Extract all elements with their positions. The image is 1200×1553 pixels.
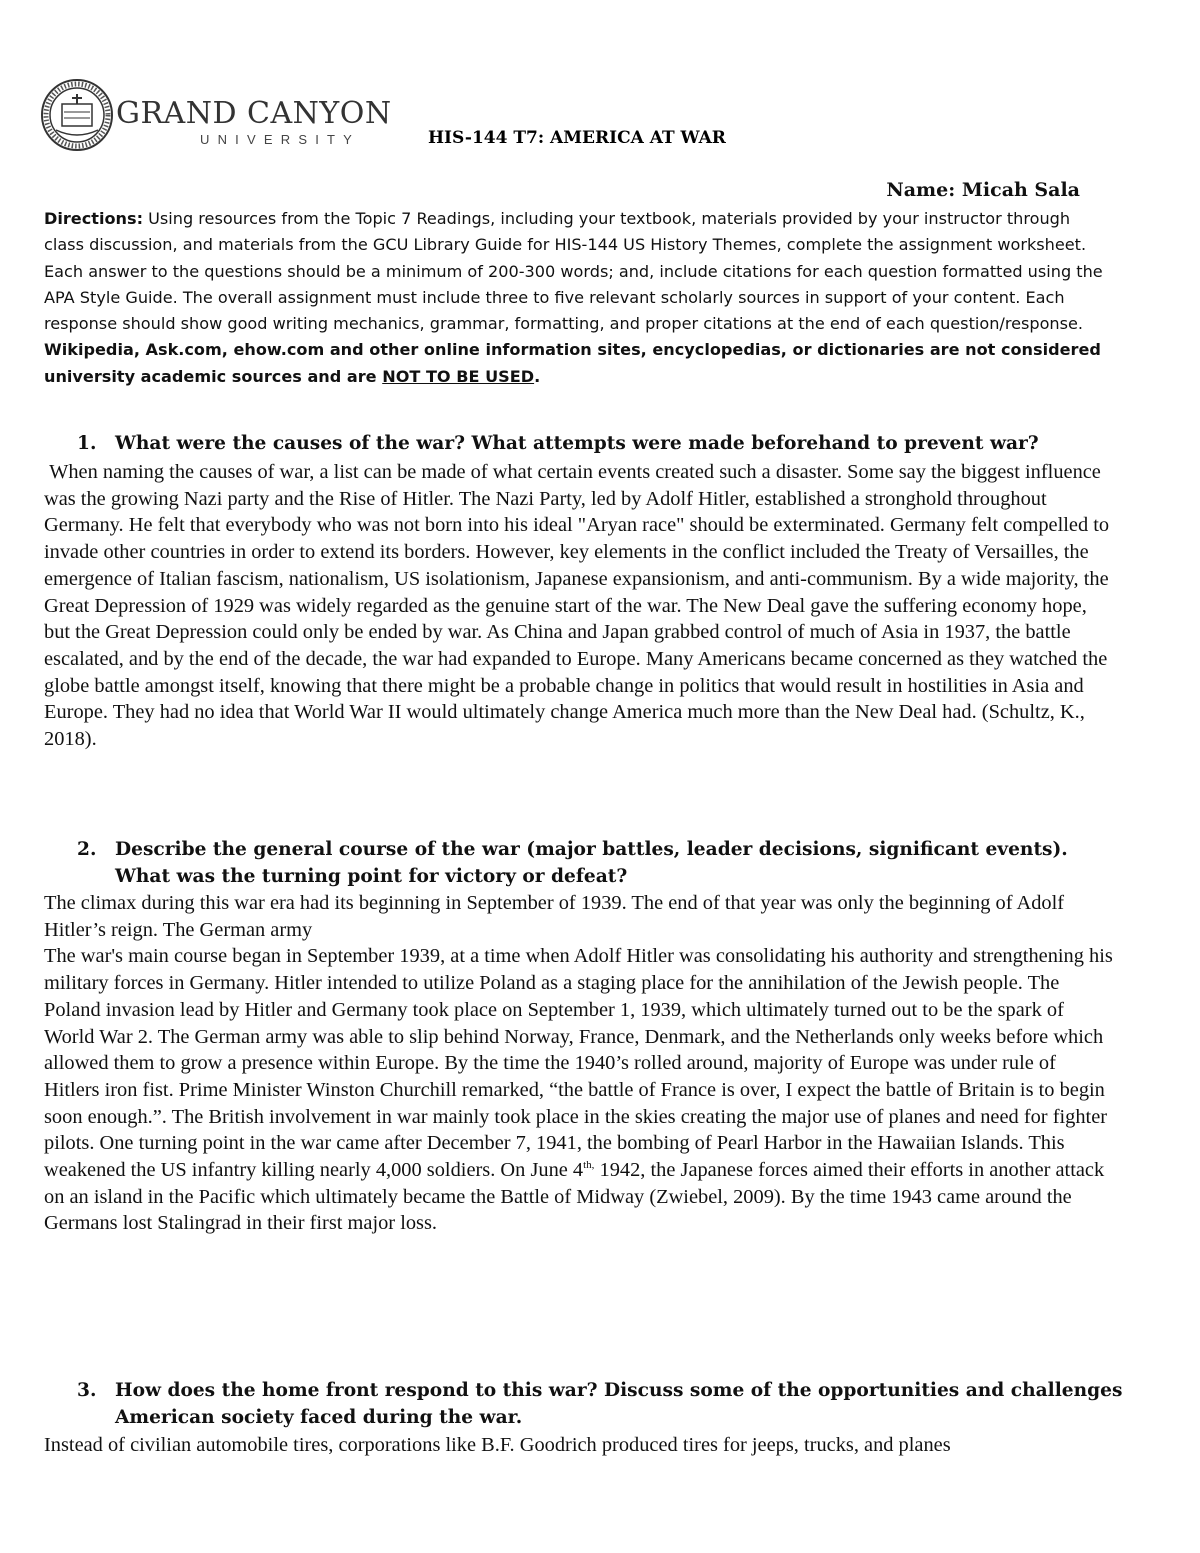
directions-paragraph xyxy=(44,206,1110,390)
answer-1 xyxy=(44,459,1114,753)
directions-end: . xyxy=(534,366,541,386)
answer-text: The war's main course began in September 1939, at a time when Adolf Hitler was consolidating his authority and strengthening his military forces in Germany. Hitler intended to utilize Poland as a staging place for the annihilation of the Jewish people. The Poland invasion lead by Hitler and Germany took place on September 1, 1939, which ultimately turned out to be the spark of World War 2. The German army was able to slip behind Norway, France, Denmark, and the Netherlands only weeks before which allowed them to grow a presence within Europe. By the time the 1940’s rolled around, majority of Europe was under rule of Hitlers iron fist. Prime Minister Winston Churchill remarked, “the battle of France is over, I expect the battle of Britain is to begin soon enough.”. The British involvement in war mainly took place in the skies creating the major use of planes and need for fighter pilots. One turning point in the war came after December 7, 1941, the bombing of Pearl Harbor in the Hawaiian Islands. This weakened the US infantry killing nearly 4,000 soldiers. On June 4 xyxy=(44,945,1113,1182)
question-text: How does the home front respond to this war? Discuss some of the opportunities and challenges American society faced during the war. xyxy=(115,1380,1123,1428)
question-2 xyxy=(44,837,1124,890)
question-number: 3. xyxy=(77,1380,97,1401)
directions-warning: Wikipedia, Ask.com, ehow.com and other online information sites, encyclopedias, or dictionaries are not considered university academic sources and are xyxy=(44,340,1101,386)
answer-paragraph xyxy=(44,943,1114,1237)
answer-text-tail: 1942, the Japanese forces aimed their efforts in another attack on an island in the Pacific which ultimately became the Battle of Midway (Zwiebel, 2009). By the time 1943 came around the Germans lost Stalingrad in their first major loss. xyxy=(44,1159,1105,1235)
gcu-logo xyxy=(40,78,392,158)
question-3 xyxy=(44,1378,1124,1431)
answer-2 xyxy=(44,890,1114,1237)
logo-university-subtitle: UNIVERSITY xyxy=(200,132,361,147)
answer-3 xyxy=(44,1432,1114,1459)
answer-paragraph: The climax during this war era had its beginning in September of 1939. The end of that year was only the beginning of Adolf Hitler’s reign. The German army xyxy=(44,892,1065,941)
university-seal-icon xyxy=(40,78,114,152)
answer-paragraph: When naming the causes of war, a list can be made of what certain events created such a disaster. Some say the biggest influence was the growing Nazi party and the Rise of Hitler. The Nazi Party, led by Adolf Hitler, established a stronghold throughout Germany. He felt that everybody who was not born into his ideal "Aryan race" should be exterminated. Germany felt compelled to invade other countries in order to extend its borders. However, key elements in the conflict included the Treaty of Versailles, the emergence of Italian fascism, nationalism, US isolationism, Japanese expansionism, and anti-communism. By a wide majority, the Great Depression of 1929 was widely regarded as the genuine start of the war. The New Deal gave the suffering economy hope, but the Great Depression could only be ended by war. As China and Japan grabbed control of much of Asia in 1937, the battle escalated, and by the end of the decade, the war had expanded to Europe. Many Americans became concerned as they watched the globe battle amongst itself, knowing that there might be a probable change in politics that would result in hostilities in Asia and Europe. They had no idea that World War II would ultimately change America much more than the New Deal had. (Schultz, K., 2018). xyxy=(44,461,1115,751)
question-text: Describe the general course of the war (major battles, leader decisions, significant events). What was the turning point for victory or defeat? xyxy=(115,839,1068,887)
question-text: What were the causes of the war? What attempts were made beforehand to prevent war? xyxy=(115,433,1039,454)
question-number: 1. xyxy=(77,433,97,454)
document-title: HIS-144 T7: AMERICA AT WAR xyxy=(428,128,726,148)
answer-paragraph: Instead of civilian automobile tires, corporations like B.F. Goodrich produced tires for jeeps, trucks, and planes xyxy=(44,1434,951,1456)
question-number: 2. xyxy=(77,839,97,860)
student-name: Name: Micah Sala xyxy=(886,179,1080,201)
directions-label: Directions: xyxy=(44,209,144,228)
question-1 xyxy=(44,431,1124,458)
answer-superscript: th, xyxy=(583,1159,595,1172)
directions-not-to-be-used: NOT TO BE USED xyxy=(382,366,535,386)
directions-text: Using resources from the Topic 7 Readings, including your textbook, materials provided by your instructor through class discussion, and materials from the GCU Library Guide for HIS-144 US History Themes, complete the assignment worksheet. Each answer to the questions should be a minimum of 200-300 words; and, include citations for each question formatted using the APA Style Guide. The overall assignment must include three to five relevant scholarly sources in support of your content. Each response should show good writing mechanics, grammar, formatting, and proper citations at the end of each question/response. xyxy=(44,209,1103,334)
logo-university-name: GRAND CANYON xyxy=(116,96,392,131)
